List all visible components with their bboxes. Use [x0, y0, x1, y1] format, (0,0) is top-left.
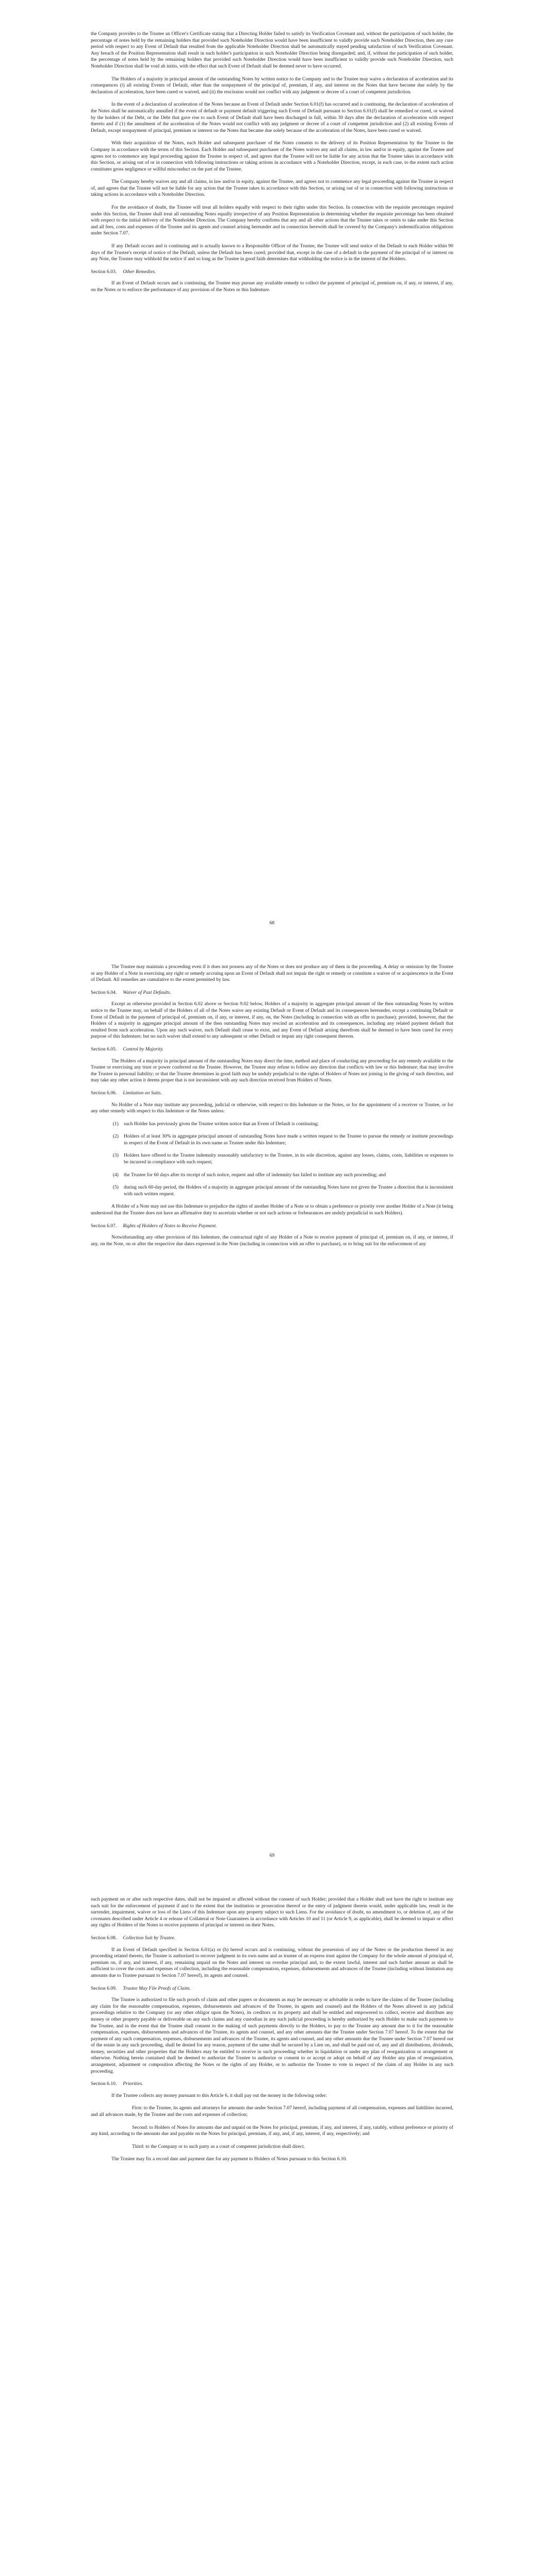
page-number: 69 — [269, 1853, 275, 1858]
section-title: Priorities. — [123, 2081, 143, 2087]
section-title: Limitation on Suits. — [123, 1090, 162, 1096]
page-69 — [0, 935, 544, 1868]
paragraph: The Trustee may maintain a proceeding even if it does not possess any of the Notes or does not produce any of them in the proceeding. A delay or omission by the Trustee or any Holder of a Note in exercising any right or remedy accruing upon an Event of Default shall not impair the right or remedy or constitute a waiver of or acquiescence in the Event of Default. All remedies are cumulative to the extent permitted by law. — [91, 964, 453, 983]
section-number: Section 6.05. — [91, 1046, 117, 1052]
paragraph: The Holders of a majority in principal amount of the outstanding Notes by written notice to the Company and to the Trustee may waive a declaration of acceleration and its consequences (i) all existing Events of Default, other than the nonpayment of the principal of, premium, if any, and interest on the Notes that have become due solely by the declaration of acceleration, have been cured or waived, and (ii) the rescission would not conflict with any judgment or decree of a court of competent jurisdiction. — [91, 76, 453, 95]
paragraph: such payment on or after such respective dates, shall not be impaired or affected without the consent of such Holder; provided that a Holder shall not have the right to institute any such suit for the enforcement of payment if and to the extent that the institution or prosecution thereof or the entry of judgment therein would, under applicable law, result in the surrender, impairment, waiver or loss of the Liens of this Indenture upon any property subject to such Liens. For the avoidance of doubt, no amendment to, or deletion of, any of the covenants described under Article 4 or release of Collateral or Note Guarantees in accordance with Articles 10 and 11 (or Article 9, as applicable), shall be deemed to impair or affect any rights of Holders of the Notes to receive payments of principal or interest on their Notes. — [91, 1896, 453, 1928]
section-number: Section 6.03. — [91, 268, 117, 275]
page-number: 68 — [269, 920, 275, 926]
item-text: during such 60-day period, the Holders of a majority in aggregate principal amount of the outstanding Notes have not given the Trustee a direction that is inconsistent with such written request. — [124, 1184, 453, 1197]
paragraph: With their acquisition of the Notes, each Holder and subsequent purchaser of the Notes consents to the delivery of its Position Representation by the Trustee to the Company in accordance with the terms of this Section. Each Holder and subsequent purchaser of the Notes waives any and all claims, in law and/or in equity, against the Trustee and agrees not to commence any legal proceeding against the Trustee in respect of, and agrees that the Trustee will not be liable for any action that the Trustee takes in accordance with this Section, or arising out of or in connection with following instructions or taking actions in accordance with a Noteholder Direction, except, in each case, to the extent such action constitutes gross negligence or willful misconduct on the part of the Trustee. — [91, 140, 453, 172]
paragraph: If an Event of Default specified in Section 6.01(a) or (b) hereof occurs and is continuing, without the possession of any of the Notes or the production thereof in any proceeding related thereto, the Trustee is authorized to recover judgment in its own name and as trustee of an express trust against the Company for the whole amount of principal of, premium on, if any, and interest, if any, remaining unpaid on the Notes and interest on overdue principal and, to the extent lawful, interest and such further amount as shall be sufficient to cover the costs and expenses of collection, including the reasonable compensation, expenses, disbursements and advances of the Trustee (including without limitation any amounts due to Trustee pursuant to Section 7.07 hereof), its agents and counsel. — [91, 1946, 453, 1978]
section-heading-6-09 — [91, 1986, 453, 1992]
section-title: Trustee May File Proofs of Claim. — [123, 1985, 191, 1991]
priority-item: First: to the Trustee, its agents and attorneys for amounts due under Section 7.07 hereof, including payment of all compensation, expenses and liabilities incurred, and all advances made, by the Trustee and the costs and expenses of collection; — [91, 2105, 453, 2118]
paragraph: In the event of a declaration of acceleration of the Notes because an Event of Default under Section 6.01(f) has occurred and is continuing, the declaration of acceleration of the Notes shall be automatically annulled if the event of default or payment default triggering such Event of Default pursuant to Section 6.01(f) shall be remedied or cured, or waived by the holders of the Debt, or the Debt that gave rise to such Event of Default shall have been discharged in full, within 30 days after the declaration of acceleration with respect thereto and if (1) the annulment of the acceleration of the Notes would not conflict with any judgment or decree of a court of competent jurisdiction and (2) all existing Events of Default, except nonpayment of principal, premium or interest on the Notes that became due solely because of the acceleration of the Notes, have been cured or waived. — [91, 101, 453, 133]
paragraph: The Holders of a majority in principal amount of the outstanding Notes may direct the time, method and place of conducting any proceeding for any remedy available to the Trustee or exercising any trust or power conferred on the Trustee. However, the Trustee may refuse to follow any direction that conflicts with law or this Indenture; that may involve the Trustee in personal liability; or that the Trustee determines in good faith may be unduly prejudicial to the rights of Holders of Notes not joining in the giving of such direction, and may take any other action it deems proper that is not inconsistent with any such direction received from Holders of Notes. — [91, 1058, 453, 1083]
paragraph: No Holder of a Note may institute any proceeding, judicial or otherwise, with respect to this Indenture or the Notes, or for the appointment of a receiver or Trustee, or for any other remedy with respect to this Indenture or the Notes unless: — [91, 1101, 453, 1114]
section-title: Collection Suit by Trustee. — [123, 1935, 176, 1941]
paragraph: The Trustee may fix a record date and payment date for any payment to Holders of Notes pursuant to this Section 6.10. — [111, 2156, 347, 2162]
section-number: Section 6.06. — [91, 1090, 117, 1096]
item-label: (3) — [112, 1153, 119, 1159]
section-number: Section 6.09. — [91, 1985, 117, 1991]
list-item — [91, 1133, 453, 1146]
page-70 — [0, 1868, 544, 2576]
item-text: Holders have offered to the Trustee indemnity reasonably satisfactory to the Trustee, in its sole discretion, against any losses, claims, costs, liabilities or expenses to be incurred in compliance with such request; — [124, 1153, 453, 1165]
section-number: Section 6.04. — [91, 989, 117, 995]
section-heading-6-06 — [91, 1090, 453, 1097]
item-text: such Holder has previously given the Trustee written notice that an Event of Default is continuing; — [124, 1121, 319, 1127]
section-number: Section 6.08. — [91, 1935, 117, 1941]
item-text: Holders of at least 30% in aggregate principal amount of outstanding Notes have made a written request to the Trustee to pursue the remedy or institute proceedings in respect of the Event of Default in its own name as Trustee under this Indenture; — [124, 1133, 453, 1146]
paragraph: The Trustee is authorized to file such proofs of claim and other papers or documents as may be necessary or advisable in order to have the claims of the Trustee (including any claim for the reasonable compensation, expenses, disbursements and advances of the Trustee, its agents and counsel) and the Holders of the Notes allowed in any judicial proceedings relative to the Company (or any other obligor upon the Notes), its creditors or its property and shall be entitled and empowered to collect, receive and distribute any money or other property payable or deliverable on any such claims and any custodian in any such judicial proceeding is hereby authorized by each Holder to make such payments to the Trustee, and in the event that the Trustee shall consent to the making of such payments directly to the Holders, to pay to the Trustee any amount due to it for the reasonable compensation, expenses, disbursements and advances of the Trustee, its agents and counsel, and any other amounts due the Trustee under Section 7.07 hereof. To the extent that the payment of any such compensation, expenses, disbursements and advances of the Trustee, its agents and counsel, and any other amounts due the Trustee under Section 7.07 hereof out of the estate in any such proceeding, shall be denied for any reason, payment of the same shall be secured by a Lien on, and shall be paid out of, any and all distributions, dividends, money, securities and other properties that the Holders may be entitled to receive in such proceeding whether in liquidation or under any plan of reorganization or arrangement or otherwise. Nothing herein contained shall be deemed to authorize the Trustee to authorize or consent to or accept or adopt on behalf of any Holder any plan of reorganization, arrangement, adjustment or composition affecting the Notes or the rights of any Holder, or to authorize the Trustee to vote in respect of the claim of any Holder in any such proceeding. — [91, 1997, 453, 2074]
paragraph: Notwithstanding any other provision of this Indenture, the contractual right of any Holder of a Note to receive payment of principal of, premium on, if any, or interest, if any, on the Note, on or after the respective due dates expressed in the Note (including in connection with an offer to purchase), or to bring suit for the enforcement of any — [91, 1234, 453, 1247]
list-item — [91, 1121, 453, 1128]
paragraph: the Company provides to the Trustee an Officer's Certificate stating that a Directing Holder failed to satisfy its Verification Covenant and, without the participation of such holder, the percentage of notes held by the remaining holders that provided such Noteholder Direction would have been insufficient to validly provide such Noteholder Direction, then any cure period with respect to any Event of Default that resulted from the applicable Noteholder Direction shall be automatically stayed pending satisfaction of such Verification Covenant. Any breach of the Position Representation shall result in such holder's participation in such Noteholder Direction being disregarded; and, if, without the participation of such holder, the percentage of notes held by the remaining holders that provided such Noteholder Direction would have been insufficient to validly provide such Noteholder Direction, such Noteholder Direction shall be void ab initio, with the effect that such Event of Default shall be deemed never to have occurred. — [91, 31, 453, 69]
item-text: the Trustee for 60 days after its receipt of such notice, request and offer of indemnity has failed to institute any such proceeding; and — [124, 1172, 386, 1178]
list-item — [91, 1153, 453, 1165]
section-heading-6-05 — [91, 1046, 453, 1053]
paragraph: For the avoidance of doubt, the Trustee will treat all holders equally with respect to their rights under this Section. In connection with the requisite percentages required under this Section, the Trustee shall treat all outstanding Notes equally irrespective of any Position Representation in determining whether the requisite percentage has been obtained with respect to the initial delivery of the Noteholder Direction. The Company hereby confirms that any and all other actions that the Trustee takes or omits to take under this Section and all fees, costs and expenses of the Trustee and its agents and counsel arising hereunder and in connection herewith shall be covered by the Company's indemnification obligations under Section 7.07. — [91, 205, 453, 236]
page-68 — [0, 0, 544, 935]
paragraph: The Company hereby waives any and all claims, in law and/or in equity, against the Trustee, and agrees not to commence any legal proceeding against the Trustee in respect of, and agrees that the Trustee will not be liable for any action that the Trustee takes in accordance with this Section, or arising out of or in connection with following instructions or taking actions in accordance with a Noteholder Direction. — [91, 179, 453, 198]
priority-item: Second: to Holders of Notes for amounts due and unpaid on the Notes for principal, premium, if any, and interest, if any, ratably, without preference or priority of any kind, according to the amounts due and payable on the Notes for principal, premium, if any, and, if any, interest, if any, respectively; and — [91, 2124, 453, 2137]
section-title: Rights of Holders of Notes to Receive Payment. — [123, 1223, 217, 1229]
paragraph: A Holder of a Note may not use this Indenture to prejudice the rights of another Holder of a Note or to obtain a preference or priority over another Holder of a Note (it being understood that the Trustee does not have an affirmative duty to ascertain whether or not such actions or forbearances are unduly prejudicial to such Holders). — [91, 1204, 453, 1216]
item-label: (5) — [112, 1184, 119, 1191]
list-item — [91, 1172, 453, 1179]
paragraph: Except as otherwise provided in Section 6.02 above or Section 9.02 below, Holders of a majority in aggregate principal amount of the then outstanding Notes by written notice to the Trustee may, on behalf of the Holders of all of the Notes waive any existing Default or Event of Default and its consequences hereunder, except a continuing Default or Event of Default in the payment of principal of, premium on, if any, or interest, if any, on, the Notes (including in connection with an offer to purchase); provided, however, that the Holders of a majority in aggregate principal amount of the then outstanding Notes may rescind an acceleration and its consequences, including any related payment default that resulted from such acceleration. Upon any such waiver, such Default shall cease to exist, and any Event of Default arising therefrom shall be deemed to have been cured for every purpose of this Indenture; but no such waiver shall extend to any subsequent or other Default or impair any right consequent thereon. — [91, 1001, 453, 1040]
priority-item: Third: to the Company or to such party as a court of competent jurisdiction shall direct. — [132, 2143, 305, 2149]
section-heading-6-03 — [91, 269, 453, 276]
section-number: Section 6.10. — [91, 2081, 117, 2087]
section-number: Section 6.07. — [91, 1223, 117, 1229]
item-label: (4) — [112, 1172, 119, 1178]
section-heading-6-10 — [91, 2081, 453, 2088]
section-heading-6-07 — [91, 1223, 453, 1230]
item-label: (2) — [112, 1133, 119, 1140]
section-heading-6-08 — [91, 1935, 453, 1942]
item-label: (1) — [112, 1121, 119, 1127]
section-heading-6-04 — [91, 990, 453, 996]
paragraph: If any Default occurs and is continuing and is actually known to a Responsible Officer of the Trustee, the Trustee will send notice of the Default to each Holder within 90 days of the Trustee's receipt of notice of the Default, unless the Default has been cured; provided that, except in the case of a default in the payment of the principal of or interest on any Note, the Trustee may withhold the notice if and so long as the Trustee in good faith determines that withholding the notice is in the interest of the Holders. — [91, 243, 453, 262]
section-title: Control by Majority. — [123, 1046, 164, 1052]
list-item — [91, 1184, 453, 1197]
paragraph: If the Trustee collects any money pursuant to this Article 6, it shall pay out the money in the following order: — [111, 2092, 327, 2098]
section-title: Other Remedies. — [123, 268, 156, 275]
section-title: Waiver of Past Defaults. — [123, 989, 171, 995]
paragraph: If an Event of Default occurs and is continuing, the Trustee may pursue any available remedy to collect the payment of principal of, premium on, if any, or interest, if any, on the Notes or to enforce the performance of any provision of the Notes or this Indenture. — [91, 280, 453, 293]
